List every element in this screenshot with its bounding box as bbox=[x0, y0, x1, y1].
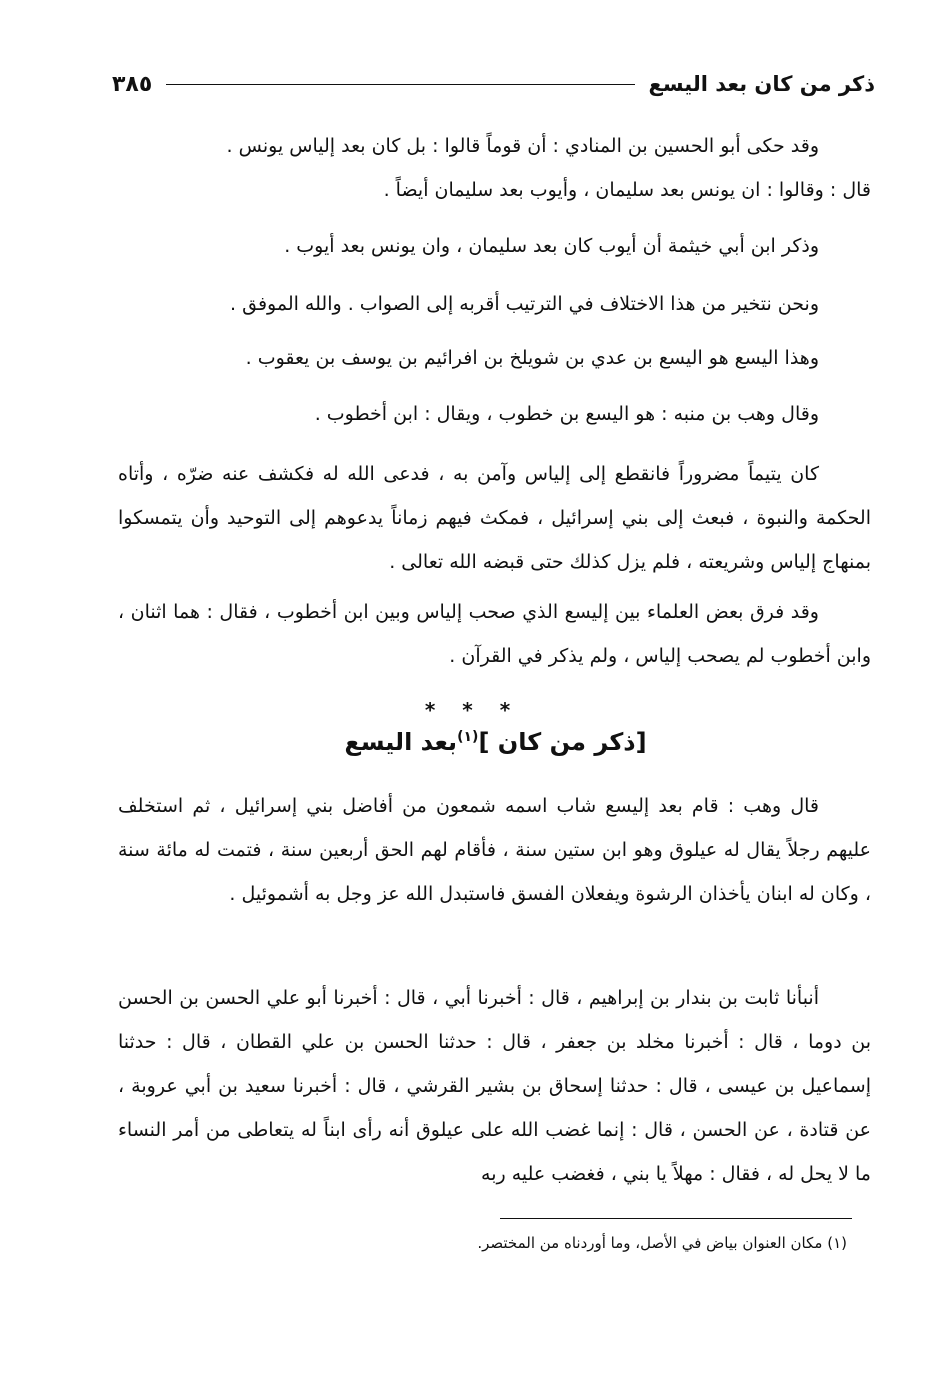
paragraph-7: كان يتيماً مضروراً فانقطع إلى إلياس وآمن به ، فدعى الله له فكشف عنه ضرّه ، وأتاه الحكمة والنبوة ، فبعث إلى بني إسرائيل ، فمكث فيهم زماناً يدعوهم إلى التوحيد وأن يتمسكوا بمنهاج إلياس وشريعته ، فلم يزل كذلك حتى قبضه الله تعالى . bbox=[118, 463, 871, 573]
paragraph-group-1 bbox=[118, 124, 871, 212]
paragraph-3: وذكر ابن أبي خيثمة أن أيوب كان بعد سليمان ، وان يونس بعد أيوب . bbox=[284, 235, 819, 257]
paragraph-4: ونحن نتخير من هذا الاختلاف في الترتيب أقربه إلى الصواب . والله الموفق . bbox=[230, 293, 819, 315]
running-header bbox=[112, 62, 875, 106]
paragraph-10: أنبأنا ثابت بن بندار بن إبراهيم ، قال : أخبرنا أبي ، قال : أخبرنا أبو علي الحسن بن الحسن بن دوما ، قال : أخبرنا مخلد بن جعفر ، قال : حدثنا الحسن بن علي القطان ، قال : حدثنا إسماعيل بن عيسى ، قال : حدثنا إسحاق بن بشير القرشي ، قال : أخبرنا سعيد بن أبي عروبة ، عن قتادة ، عن الحسن ، قال : إنما غضب الله على عيلوق أنه رأى ابناً له يتعاطى من أمر النساء ما لا يحل له ، فقال : مهلاً يا بني ، فغضب عليه ربه bbox=[118, 987, 871, 1185]
footnote-reference: (١) bbox=[457, 729, 479, 745]
paragraph-9: قال وهب : قام بعد إليسع شاب اسمه شمعون من أفاضل بني إسرائيل ، ثم استخلف عليهم رجلاً يقال له عيلوق وهو ابن ستين سنة ، فأقام لهم الحق أربعين سنة ، فتمت له مائة سنة ، وكان له ابنان يأخذان الرشوة ويفعلان الفسق فاستبدل الله عز وجل به أشموئيل . bbox=[118, 795, 871, 905]
header-rule bbox=[166, 84, 634, 85]
running-title: ذكر من كان بعد اليسع bbox=[648, 72, 875, 96]
paragraph-group-2 bbox=[118, 224, 871, 268]
paragraph-5: وهذا اليسع هو اليسع بن عدي بن شويلخ بن افرائيم بن يوسف بن يعقوب . bbox=[245, 347, 819, 369]
paragraph-8: وقد فرق بعض العلماء بين إليسع الذي صحب إلياس وبين ابن أخطوب ، فقال : هما اثنان ، وابن أخطوب لم يصحب إلياس ، ولم يذكر في القرآن . bbox=[118, 601, 871, 667]
paragraph-group-6 bbox=[118, 452, 871, 584]
section-separator-stars: * * * bbox=[424, 698, 521, 722]
paragraph-group-7 bbox=[118, 590, 871, 678]
paragraph-group-8 bbox=[118, 784, 871, 916]
paragraph-1: وقد حكى أبو الحسين بن المنادي : أن قوماً قالوا : بل كان بعد إلياس يونس . bbox=[226, 135, 819, 157]
section-heading bbox=[118, 728, 873, 756]
paragraph-group-3 bbox=[118, 282, 871, 326]
paragraph-group-4 bbox=[118, 336, 871, 380]
section-heading-part-1: [ذكر من كان ] bbox=[478, 728, 647, 756]
paragraph-2: قال : وقالوا : ان يونس بعد سليمان ، وأيوب بعد سليمان أيضاً . bbox=[383, 179, 871, 201]
footnote: (١) مكان العنوان بياض في الأصل، وما أوردناه من المختصر. bbox=[477, 1234, 847, 1252]
section-heading-part-2: بعد اليسع bbox=[344, 728, 458, 756]
paragraph-group-5 bbox=[118, 392, 871, 436]
paragraph-group-9 bbox=[118, 976, 871, 1196]
page-number: ٣٨٥ bbox=[112, 71, 153, 97]
footnote-rule bbox=[500, 1218, 852, 1219]
paragraph-6: وقال وهب بن منبه : هو اليسع بن خطوب ، ويقال : ابن أخطوب . bbox=[314, 403, 819, 425]
